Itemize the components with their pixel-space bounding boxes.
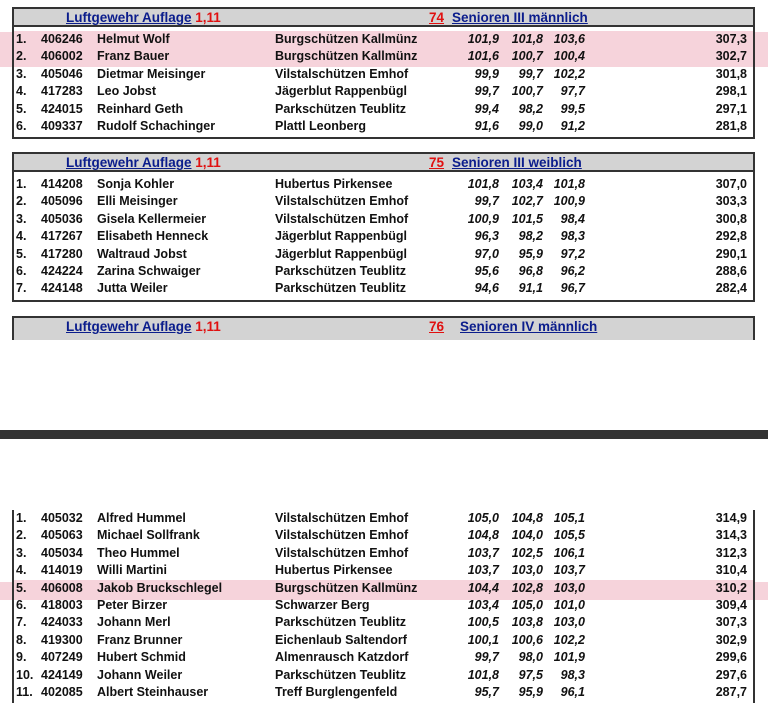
rank-cell: 9. [16, 650, 27, 665]
results-block-continued [12, 510, 755, 703]
total-cell: 307,3 [715, 615, 747, 630]
series-1-cell: 97,0 [474, 246, 499, 261]
total-cell: 310,2 [715, 580, 747, 595]
series-1-cell: 101,8 [467, 177, 499, 191]
results-list [12, 27, 755, 139]
series-2-cell: 101,8 [511, 32, 543, 46]
name-cell: Theo Hummel [97, 545, 180, 560]
table-row [14, 263, 753, 280]
total-cell: 312,3 [715, 545, 747, 560]
name-cell: Peter Birzer [97, 597, 168, 612]
name-cell: Johann Merl [97, 615, 171, 630]
club-cell: Vilstalschützen Emhof [275, 545, 409, 560]
category-title: Senioren IV männlich [460, 319, 598, 334]
series-3-cell: 98,4 [560, 211, 585, 226]
rank-cell: 1. [16, 32, 27, 46]
total-cell: 302,7 [715, 49, 747, 64]
name-cell: Johann Weiler [97, 667, 183, 682]
club-cell: Schwarzer Berg [275, 597, 370, 612]
club-cell: Jägerblut Rappenbügl [275, 229, 407, 244]
series-1-cell: 96,3 [474, 229, 499, 244]
series-1-cell: 99,7 [474, 194, 499, 209]
series-2-cell: 100,7 [511, 49, 543, 64]
club-cell: Parkschützen Teublitz [275, 281, 407, 296]
member-id-cell: 405096 [41, 194, 83, 209]
total-cell: 281,8 [715, 118, 747, 133]
series-3-cell: 91,2 [560, 118, 585, 133]
series-1-cell: 100,5 [467, 615, 499, 630]
club-cell: Plattl Leonberg [275, 118, 366, 133]
club-cell: Vilstalschützen Emhof [275, 211, 409, 226]
rank-cell: 4. [16, 229, 27, 244]
results-block-senioren-iii-weiblich [12, 152, 755, 302]
rank-cell: 1. [16, 511, 27, 525]
club-cell: Jägerblut Rappenbügl [275, 246, 407, 261]
series-1-cell: 99,4 [474, 101, 499, 116]
club-cell: Hubertus Pirkensee [275, 177, 393, 191]
results-block-senioren-iv-maennlich [12, 316, 755, 340]
table-row [14, 667, 753, 684]
rank-cell: 4. [16, 563, 27, 578]
series-2-cell: 100,6 [511, 632, 543, 647]
series-1-cell: 99,9 [474, 66, 499, 81]
series-1-cell: 101,9 [467, 32, 499, 46]
rank-cell: 1. [16, 177, 27, 191]
name-cell: Michael Sollfrank [97, 528, 200, 543]
discipline-title: Luftgewehr Auflage 1,11 [66, 10, 221, 25]
series-3-cell: 97,2 [560, 246, 585, 261]
rank-cell: 2. [16, 49, 27, 64]
series-2-cell: 91,1 [518, 281, 543, 296]
series-3-cell: 101,9 [553, 650, 585, 665]
member-id-cell: 424015 [41, 101, 83, 116]
rank-cell: 3. [16, 211, 27, 226]
name-cell: Zarina Schwaiger [97, 263, 201, 278]
member-id-cell: 414208 [41, 177, 83, 191]
table-row [14, 562, 753, 579]
series-2-cell: 102,5 [511, 545, 543, 560]
series-1-cell: 100,1 [467, 632, 499, 647]
total-cell: 310,4 [715, 563, 747, 578]
series-3-cell: 101,8 [553, 177, 585, 191]
member-id-cell: 406246 [41, 32, 83, 46]
name-cell: Albert Steinhauser [97, 684, 209, 699]
name-cell: Helmut Wolf [97, 32, 170, 46]
series-2-cell: 103,8 [511, 615, 543, 630]
series-1-cell: 94,6 [474, 281, 499, 296]
series-3-cell: 103,0 [553, 615, 585, 630]
table-row [14, 211, 753, 228]
series-1-cell: 103,4 [467, 597, 499, 612]
member-id-cell: 417267 [41, 229, 83, 244]
name-cell: Alfred Hummel [97, 511, 186, 525]
member-id-cell: 405046 [41, 66, 83, 81]
series-2-cell: 97,5 [518, 667, 543, 682]
club-cell: Burgschützen Kallmünz [275, 580, 418, 595]
club-cell: Parkschützen Teublitz [275, 667, 407, 682]
series-3-cell: 102,2 [553, 66, 585, 81]
name-cell: Willi Martini [97, 563, 168, 578]
series-1-cell: 105,0 [467, 511, 499, 525]
club-cell: Burgschützen Kallmünz [275, 49, 418, 64]
series-1-cell: 91,6 [474, 118, 499, 133]
club-cell: Eichenlaub Saltendorf [275, 632, 407, 647]
series-2-cell: 95,9 [518, 684, 543, 699]
category-number: 75 [429, 155, 445, 170]
series-2-cell: 101,5 [511, 211, 543, 226]
discipline-title: Luftgewehr Auflage 1,11 [66, 319, 221, 334]
series-3-cell: 102,2 [553, 632, 585, 647]
series-2-cell: 102,7 [511, 194, 543, 209]
total-cell: 302,9 [715, 632, 747, 647]
member-id-cell: 414019 [41, 563, 83, 578]
series-1-cell: 99,7 [474, 84, 499, 99]
member-id-cell: 402085 [41, 684, 83, 699]
table-row [14, 597, 753, 614]
table-row [14, 83, 753, 100]
total-cell: 307,0 [715, 177, 747, 191]
series-1-cell: 101,8 [467, 667, 499, 682]
series-3-cell: 100,9 [553, 194, 585, 209]
total-cell: 307,3 [715, 32, 747, 46]
table-row [14, 280, 753, 297]
club-cell: Vilstalschützen Emhof [275, 66, 409, 81]
series-3-cell: 106,1 [553, 545, 585, 560]
name-cell: Jutta Weiler [97, 281, 168, 296]
category-number: 76 [429, 319, 445, 334]
table-row [14, 580, 753, 597]
series-2-cell: 99,0 [518, 118, 543, 133]
name-cell: Waltraud Jobst [97, 246, 187, 261]
series-3-cell: 100,4 [553, 49, 585, 64]
rank-cell: 2. [16, 194, 27, 209]
discipline-title: Luftgewehr Auflage 1,11 [66, 155, 221, 170]
series-1-cell: 100,9 [467, 211, 499, 226]
total-cell: 298,1 [715, 84, 747, 99]
name-cell: Franz Bauer [97, 49, 170, 64]
member-id-cell: 405063 [41, 528, 83, 543]
rank-cell: 6. [16, 263, 27, 278]
name-cell: Leo Jobst [97, 84, 157, 99]
name-cell: Elisabeth Henneck [97, 229, 209, 244]
series-2-cell: 102,8 [511, 580, 543, 595]
block-header [12, 7, 755, 27]
series-1-cell: 103,7 [467, 545, 499, 560]
table-row [14, 649, 753, 666]
name-cell: Elli Meisinger [97, 194, 178, 209]
series-2-cell: 96,8 [518, 263, 543, 278]
name-cell: Dietmar Meisinger [97, 66, 206, 81]
club-cell: Burgschützen Kallmünz [275, 32, 418, 46]
member-id-cell: 418003 [41, 597, 83, 612]
table-row [14, 101, 753, 118]
member-id-cell: 405034 [41, 545, 83, 560]
table-row [14, 545, 753, 562]
total-cell: 299,6 [715, 650, 747, 665]
member-id-cell: 424149 [41, 667, 83, 682]
total-cell: 297,1 [715, 101, 747, 116]
club-cell: Almenrausch Katzdorf [275, 650, 409, 665]
series-3-cell: 103,7 [553, 563, 585, 578]
results-list [12, 172, 755, 302]
name-cell: Franz Brunner [97, 632, 183, 647]
category-title: Senioren III weiblich [452, 155, 582, 170]
table-row [14, 246, 753, 263]
total-cell: 314,3 [715, 528, 747, 543]
name-cell: Hubert Schmid [97, 650, 186, 665]
name-cell: Rudolf Schachinger [97, 118, 216, 133]
club-cell: Vilstalschützen Emhof [275, 511, 409, 525]
series-1-cell: 101,6 [467, 49, 499, 64]
table-row [14, 193, 753, 210]
member-id-cell: 406002 [41, 49, 83, 64]
rank-cell: 2. [16, 528, 27, 543]
category-title: Senioren III männlich [452, 10, 588, 25]
series-3-cell: 98,3 [560, 229, 585, 244]
table-row [14, 66, 753, 83]
table-row [14, 527, 753, 544]
total-cell: 297,6 [715, 667, 747, 682]
series-3-cell: 105,1 [553, 511, 585, 525]
member-id-cell: 424148 [41, 281, 83, 296]
name-cell: Sonja Kohler [97, 177, 175, 191]
series-2-cell: 104,0 [511, 528, 543, 543]
table-row [14, 118, 753, 135]
club-cell: Parkschützen Teublitz [275, 263, 407, 278]
club-cell: Vilstalschützen Emhof [275, 528, 409, 543]
rank-cell: 4. [16, 84, 27, 99]
rank-cell: 6. [16, 118, 27, 133]
series-1-cell: 104,4 [467, 580, 499, 595]
rank-cell: 5. [16, 580, 27, 595]
total-cell: 303,3 [715, 194, 747, 209]
rank-cell: 11. [16, 684, 33, 699]
rank-cell: 5. [16, 101, 27, 116]
block-header [12, 152, 755, 172]
club-cell: Vilstalschützen Emhof [275, 194, 409, 209]
member-id-cell: 419300 [41, 632, 83, 647]
rank-cell: 8. [16, 632, 27, 647]
total-cell: 282,4 [715, 281, 747, 296]
name-cell: Reinhard Geth [97, 101, 184, 116]
block-header [12, 316, 755, 340]
table-row [14, 48, 753, 65]
member-id-cell: 424033 [41, 615, 83, 630]
series-2-cell: 98,0 [518, 650, 543, 665]
total-cell: 292,8 [715, 229, 747, 244]
table-row [14, 31, 753, 48]
total-cell: 301,8 [715, 66, 747, 81]
table-row [14, 176, 753, 193]
member-id-cell: 409337 [41, 118, 83, 133]
rank-cell: 7. [16, 281, 27, 296]
member-id-cell: 405036 [41, 211, 83, 226]
rank-cell: 7. [16, 615, 27, 630]
member-id-cell: 417283 [41, 84, 83, 99]
series-2-cell: 103,4 [511, 177, 543, 191]
total-cell: 287,7 [715, 684, 747, 699]
club-cell: Jägerblut Rappenbügl [275, 84, 407, 99]
series-3-cell: 101,0 [553, 597, 585, 612]
member-id-cell: 405032 [41, 511, 83, 525]
total-cell: 309,4 [715, 597, 747, 612]
name-cell: Gisela Kellermeier [97, 211, 207, 226]
series-2-cell: 99,7 [518, 66, 543, 81]
rank-cell: 5. [16, 246, 27, 261]
results-list [14, 510, 753, 703]
table-row [14, 684, 753, 701]
series-3-cell: 96,7 [560, 281, 585, 296]
series-1-cell: 104,8 [467, 528, 499, 543]
series-2-cell: 103,0 [511, 563, 543, 578]
member-id-cell: 424224 [41, 263, 83, 278]
series-2-cell: 104,8 [511, 511, 543, 525]
page-separator [0, 430, 768, 439]
series-3-cell: 96,2 [560, 263, 585, 278]
category-number: 74 [429, 10, 445, 25]
member-id-cell: 417280 [41, 246, 83, 261]
series-3-cell: 98,3 [560, 667, 585, 682]
club-cell: Hubertus Pirkensee [275, 563, 393, 578]
name-cell: Jakob Bruckschlegel [97, 580, 223, 595]
results-block-senioren-iii-maennlich [12, 7, 755, 139]
club-cell: Parkschützen Teublitz [275, 615, 407, 630]
series-2-cell: 105,0 [511, 597, 543, 612]
series-1-cell: 99,7 [474, 650, 499, 665]
total-cell: 314,9 [715, 511, 747, 525]
total-cell: 290,1 [715, 246, 747, 261]
series-3-cell: 103,0 [553, 580, 585, 595]
table-row [14, 614, 753, 631]
total-cell: 288,6 [715, 263, 747, 278]
rank-cell: 6. [16, 597, 27, 612]
series-1-cell: 103,7 [467, 563, 499, 578]
table-row [14, 632, 753, 649]
series-1-cell: 95,7 [474, 684, 499, 699]
series-3-cell: 99,5 [560, 101, 585, 116]
member-id-cell: 406008 [41, 580, 83, 595]
table-row [14, 228, 753, 245]
series-3-cell: 97,7 [560, 84, 585, 99]
rank-cell: 3. [16, 545, 27, 560]
series-3-cell: 105,5 [553, 528, 585, 543]
club-cell: Parkschützen Teublitz [275, 101, 407, 116]
table-row [14, 510, 753, 527]
total-cell: 300,8 [715, 211, 747, 226]
series-3-cell: 103,6 [553, 32, 585, 46]
series-3-cell: 96,1 [560, 684, 585, 699]
series-2-cell: 98,2 [518, 229, 543, 244]
member-id-cell: 407249 [41, 650, 83, 665]
series-2-cell: 100,7 [511, 84, 543, 99]
series-2-cell: 98,2 [518, 101, 543, 116]
rank-cell: 3. [16, 66, 27, 81]
series-1-cell: 95,6 [474, 263, 499, 278]
club-cell: Treff Burglengenfeld [275, 684, 398, 699]
series-2-cell: 95,9 [518, 246, 543, 261]
rank-cell: 10. [16, 667, 34, 682]
